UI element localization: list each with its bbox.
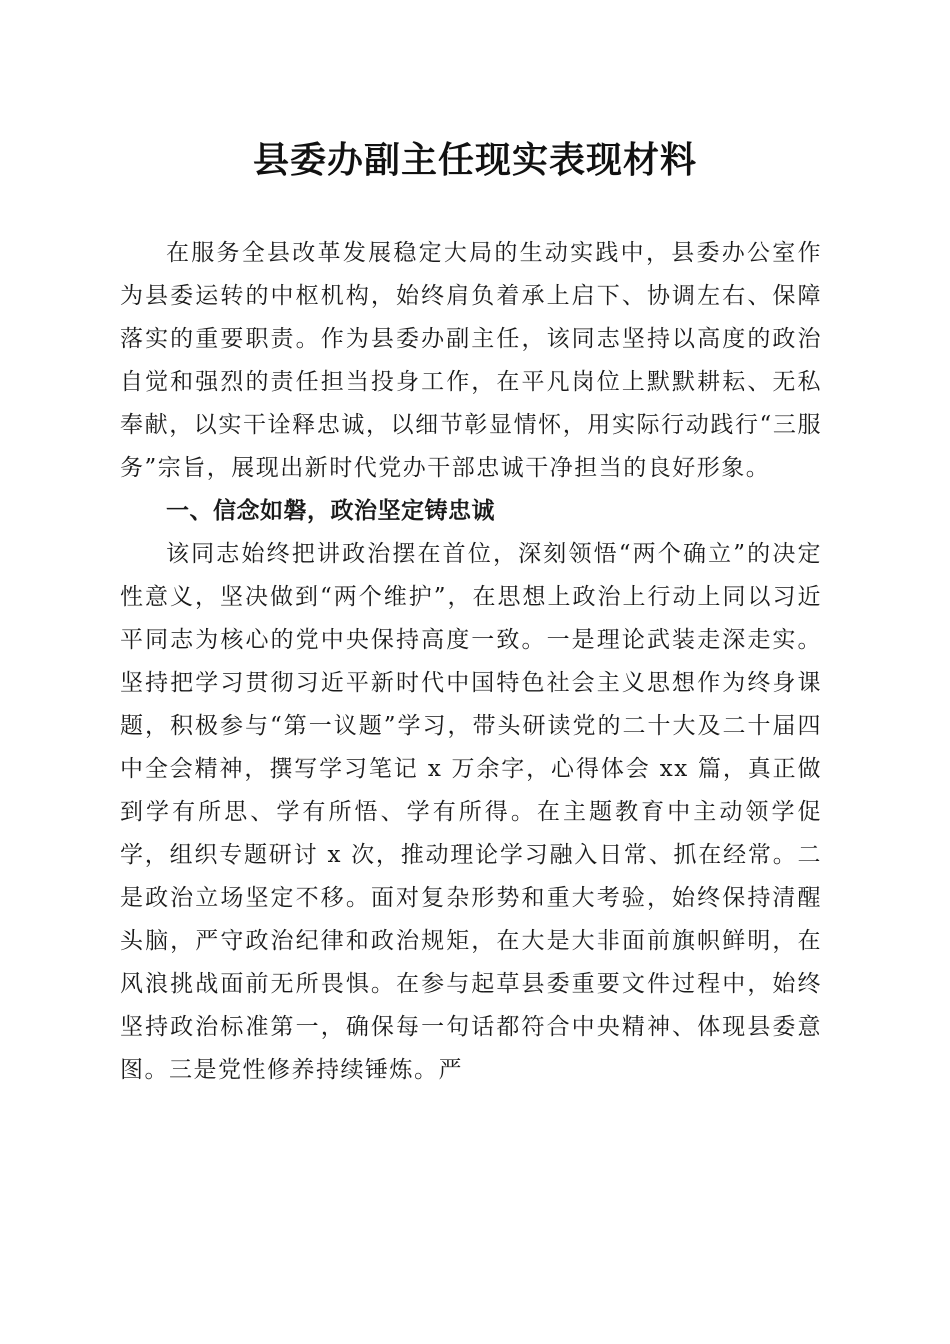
intro-paragraph: 在服务全县改革发展稳定大局的生动实践中，县委办公室作为县委运转的中枢机构，始终肩负着承上启下、协调左右、保障落实的重要职责。作为县委办副主任，该同志坚持以高度的政治自觉和强烈的责任担当投身工作，在平凡岗位上默默耕耘、无私奉献，以实干诠释忠诚，以细节彰显情怀，用实际行动践行“三服务”宗旨，展现出新时代党办干部忠诚干净担当的良好形象。 bbox=[120, 240, 822, 481]
section-paragraph: 该同志始终把讲政治摆在首位，深刻领悟“两个确立”的决定性意义，坚决做到“两个维护”，在思想上政治上行动上同以习近平同志为核心的党中央保持高度一致。一是理论武装走深走实。坚持把学习贯彻习近平新时代中国特色社会主义思想作为终身课题，积极参与“第一议题”学习，带头研读党的二十大及二十届四中全会精神，撰写学习笔记 x 万余字，心得体会 xx 篇，真正做到学有所思、学有所悟、学有所得。在主题教育中主动领学促学，组织专题研讨 x 次，推动理论学习融入日常、抓在经常。二是政治立场坚定不移。面对复杂形势和重大考验，始终保持清醒头脑，严守政治纪律和政治规矩，在大是大非面前旗帜鲜明，在风浪挑战面前无所畏惧。在参与起草县委重要文件过程中，始终坚持政治标准第一，确保每一句话都符合中央精神、体现县委意图。三是党性修养持续锤炼。严 bbox=[120, 541, 822, 1083]
document-title: 县委办副主任现实表现材料 bbox=[252, 139, 697, 181]
document-body bbox=[120, 232, 822, 1092]
section-heading: 一、信念如磐，政治坚定铸忠诚 bbox=[166, 498, 495, 524]
